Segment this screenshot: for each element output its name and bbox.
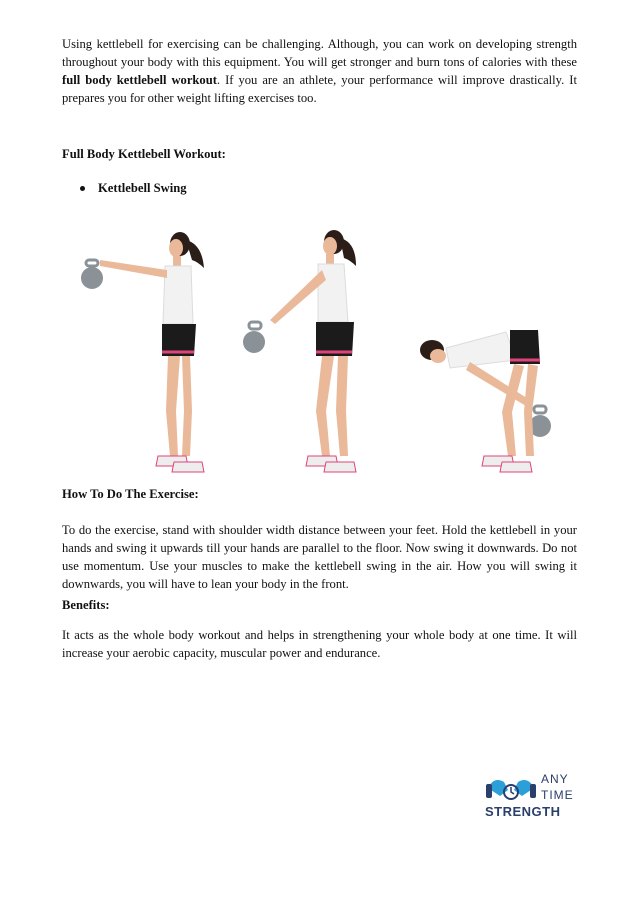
logo-text-time: TIME	[541, 788, 574, 802]
bullet-label: Kettlebell Swing	[98, 181, 187, 195]
figure-arms-down	[243, 230, 356, 472]
intro-paragraph	[62, 35, 577, 107]
logo-text-any: ANY	[541, 772, 569, 786]
how-paragraph: To do the exercise, stand with shoulder width distance between your feet. Hold the kettlebell in your hands and swing it upwards till your hands are parallel to the floor. Now swing it downwards. Do not use momentum. Use your muscles to make the kettlebell swing in the air. How you will swing it downwards, you will have to lean your body in the front.	[62, 523, 577, 591]
logo-text-strength: STRENGTH	[485, 804, 561, 819]
workout-heading: Full Body Kettlebell Workout:	[62, 147, 226, 161]
figure-bent-over	[420, 330, 551, 472]
how-heading: How To Do The Exercise:	[62, 487, 199, 501]
figure-arms-forward	[81, 232, 204, 472]
intro-text-start: Using kettlebell for exercising can be challenging. Although, you can work on developing strength throughout your body with this equipment. You will get stronger and burn tons of calories with these	[62, 37, 577, 69]
intro-bold-phrase: full body kettlebell workout	[62, 73, 217, 87]
intro-text-end: . If you are an athlete, your performance will improve drastically. It prepares you for other weight lifting exercises too.	[62, 73, 577, 105]
kettlebell-swing-illustration	[70, 222, 570, 484]
benefits-paragraph: It acts as the whole body workout and helps in strengthening your whole body at one time. It will increase your aerobic capacity, muscular power and endurance.	[62, 628, 577, 660]
benefits-heading: Benefits:	[62, 598, 110, 612]
bullet-dot-icon	[80, 186, 85, 191]
